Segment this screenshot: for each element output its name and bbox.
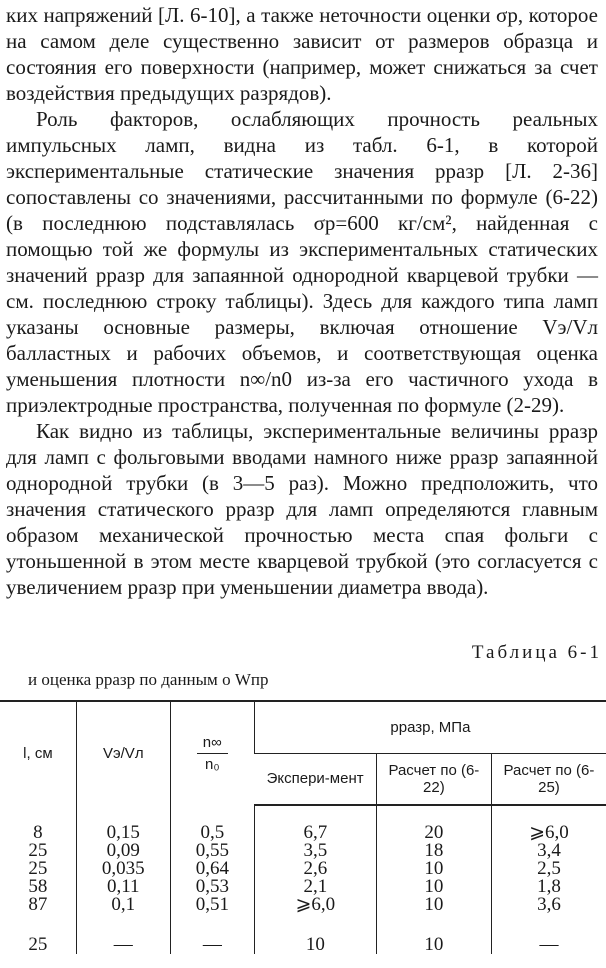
cell-calc-6-22: 18 xyxy=(376,842,491,860)
cell-calc-6-22: 20 xyxy=(376,805,491,842)
header-calc-6-22: Расчет по (6-22) xyxy=(376,753,491,805)
cell-density-ratio: 0,5 xyxy=(170,805,254,842)
header-length: l, см xyxy=(0,701,76,805)
paragraph-1: ких напряжений [Л. 6-10], а также неточности оценки σр, которое на самом деле существенно зависит от размеров образца и состояния его поверхности (например, может снижаться за счет воздействия предыдущих разрядов). xyxy=(6,3,598,105)
header-calc-6-25: Расчет по (6-25) xyxy=(491,753,606,805)
cell-experiment: 2,6 xyxy=(254,860,376,878)
cell-experiment: 6,7 xyxy=(254,805,376,842)
cell-calc-6-22: 10 xyxy=(376,896,491,914)
density-numerator: n∞ xyxy=(197,732,228,754)
cell-volume-ratio: 0,15 xyxy=(76,805,170,842)
cell-calc-6-25: 3,6 xyxy=(491,896,606,914)
header-volume-ratio: Vэ/Vл xyxy=(76,701,170,805)
cell-length: 25 xyxy=(28,858,48,879)
cell-calc-6-22: 10 xyxy=(376,914,491,954)
cell-density-ratio: — xyxy=(170,914,254,954)
cell-calc-6-22: 10 xyxy=(376,878,491,896)
cell-calc-6-22: 10 xyxy=(376,860,491,878)
cell-volume-ratio: 0,11 xyxy=(76,878,170,896)
cell-length: 25 xyxy=(28,840,48,861)
header-experiment: Экспери-мент xyxy=(254,753,376,805)
density-denominator: n₀ xyxy=(205,756,220,773)
table-row xyxy=(0,896,606,914)
cell-calc-6-25: — xyxy=(491,914,606,954)
table-subtitle: и оценка pразр по данным о Wпр xyxy=(28,670,269,689)
cell-volume-ratio: 0,09 xyxy=(76,842,170,860)
header-density-ratio xyxy=(170,701,254,805)
table-caption: Таблица 6-1 xyxy=(471,642,602,663)
cell-calc-6-25: ⩾6,0 xyxy=(491,805,606,842)
cell-experiment: 2,1 xyxy=(254,878,376,896)
cell-density-ratio: 0,53 xyxy=(170,878,254,896)
cell-experiment: 3,5 xyxy=(254,842,376,860)
table-row xyxy=(0,805,606,842)
table-body xyxy=(0,805,606,954)
cell-calc-6-25: 3,4 xyxy=(491,842,606,860)
cell-density-ratio: 0,55 xyxy=(170,842,254,860)
cell-density-ratio: 0,64 xyxy=(170,860,254,878)
cell-density-ratio: 0,51 xyxy=(170,896,254,914)
cell-calc-6-25: 1,8 xyxy=(491,878,606,896)
cell-length: 25 xyxy=(28,934,48,955)
cell-volume-ratio: 0,1 xyxy=(76,896,170,914)
cell-experiment: ⩾6,0 xyxy=(254,896,376,914)
cell-volume-ratio: — xyxy=(76,914,170,954)
data-table xyxy=(0,700,606,954)
header-pressure-group: pразр, МПа xyxy=(254,701,606,753)
cell-calc-6-25: 2,5 xyxy=(491,860,606,878)
paragraph-3: Как видно из таблицы, экспериментальные величины pразр для ламп с фольговыми вводами намного ниже pразр запаянной однородной трубки (в 3—5 раз). Можно предположить, что значения статического pразр для ламп определяются главным образом механической прочностью места спая фольги с утоньшенной в этом месте кварцевой трубкой (это согласуется с увеличением pразр при уменьшении диаметра ввода). xyxy=(6,419,598,599)
body-text xyxy=(6,2,598,600)
cell-length: 87 xyxy=(28,894,48,915)
table-row xyxy=(0,914,606,954)
cell-volume-ratio: 0,035 xyxy=(76,860,170,878)
cell-experiment: 10 xyxy=(254,914,376,954)
cell-length: 8 xyxy=(33,821,43,843)
paragraph-2: Роль факторов, ослабляющих прочность реальных импульсных ламп, видна из табл. 6-1, в которой экспериментальные статические значения pразр [Л. 2-36] сопоставлены со значениями, рассчитанными по формуле (6-22) (в последнюю подставлялась σр=600 кг/см², найденная с помощью той же формулы из экспериментальных статических значений pразр для запаянной однородной кварцевой трубки — см. последнюю строку таблицы). Здесь для каждого типа ламп указаны основные размеры, включая отношение Vэ/Vл балластных и рабочих объемов, и соответствующая оценка уменьшения плотности n∞/n0 из-за его частичного ухода в приэлектродные пространства, полученная по формуле (2-29). xyxy=(6,107,598,417)
cell-length: 58 xyxy=(28,876,48,897)
